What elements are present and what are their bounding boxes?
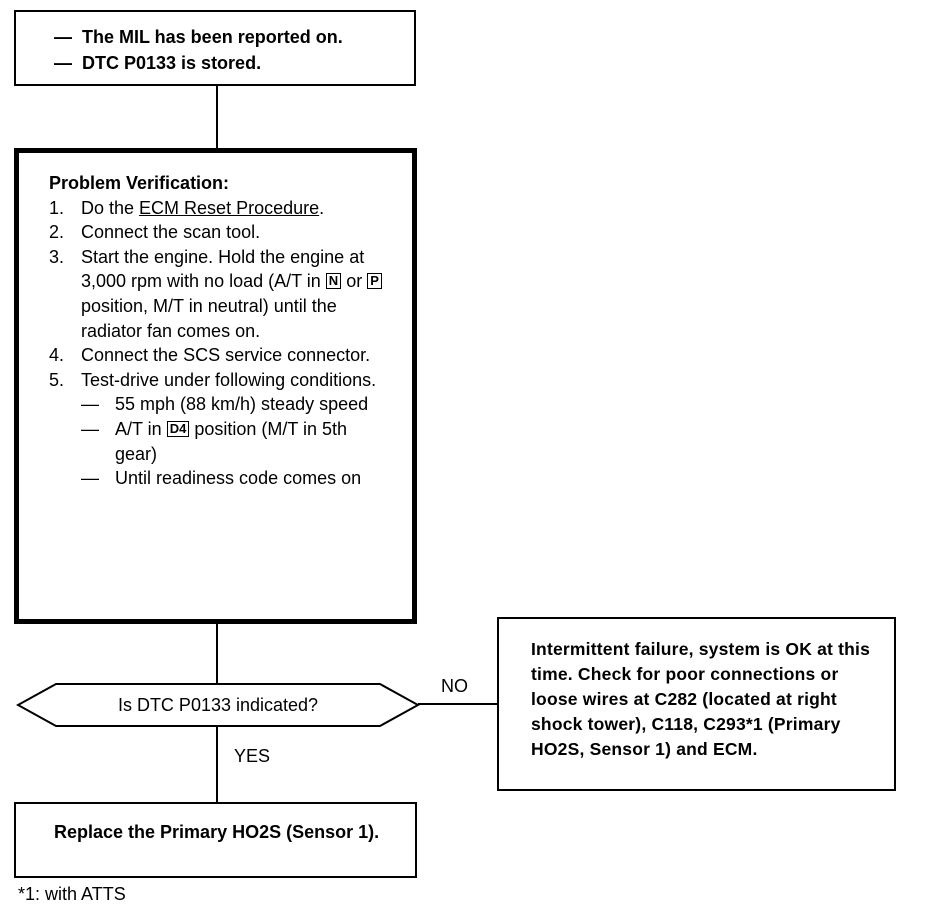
step-2: 2. Connect the scan tool. [49, 222, 261, 243]
problem-verification-box [14, 148, 417, 624]
replace-sensor-box: Replace the Primary HO2S (Sensor 1). [14, 802, 417, 878]
condition-3: — Until readiness code comes on [81, 468, 362, 489]
gear-p-key: P [367, 273, 382, 289]
condition-1: — 55 mph (88 km/h) steady speed [81, 394, 369, 415]
connector-verify-to-decision [216, 624, 218, 684]
condition-2: — A/T in D4 position (M/T in 5th gear) [81, 418, 348, 464]
ecm-reset-procedure-link[interactable]: ECM Reset Procedure [139, 197, 320, 218]
step-5: 5. Test-drive under following conditions. — 55 mph (88 km/h) steady speed — A/T in D4 position (M/T in 5th gear) — Until readiness code comes on [49, 368, 392, 491]
yes-label: YES [234, 746, 271, 766]
gear-d4-key: D4 [167, 421, 190, 437]
verification-heading: Problem Verification: [49, 173, 230, 193]
gear-n-key: N [326, 273, 341, 289]
step-1: 1. Do the ECM Reset Procedure. [49, 197, 325, 218]
footnote: *1: with ATTS [18, 884, 126, 904]
start-line-1: — The MIL has been reported on. [54, 27, 343, 47]
decision-question: Is DTC P0133 indicated? [117, 695, 319, 715]
start-condition-box [14, 10, 416, 86]
step-3: 3. Start the engine. Hold the engine at 3,000 rpm with no load (A/T in N or P position, M/T in neutral) until the radiator fan comes on. [49, 245, 392, 343]
step-4: 4. Connect the SCS service connector. [49, 345, 371, 366]
connector-start-to-verify [216, 86, 218, 148]
start-line-2: — DTC P0133 is stored. [54, 53, 262, 73]
connector-decision-to-replace [216, 726, 218, 802]
connector-no-branch [418, 703, 497, 705]
intermittent-failure-box: Intermittent failure, system is OK at this time. Check for poor connections or loose wires at C282 (located at right shock tower), C118, C293*1 (Primary HO2S, Sensor 1) and ECM. [497, 617, 896, 791]
no-label: NO [441, 676, 468, 696]
